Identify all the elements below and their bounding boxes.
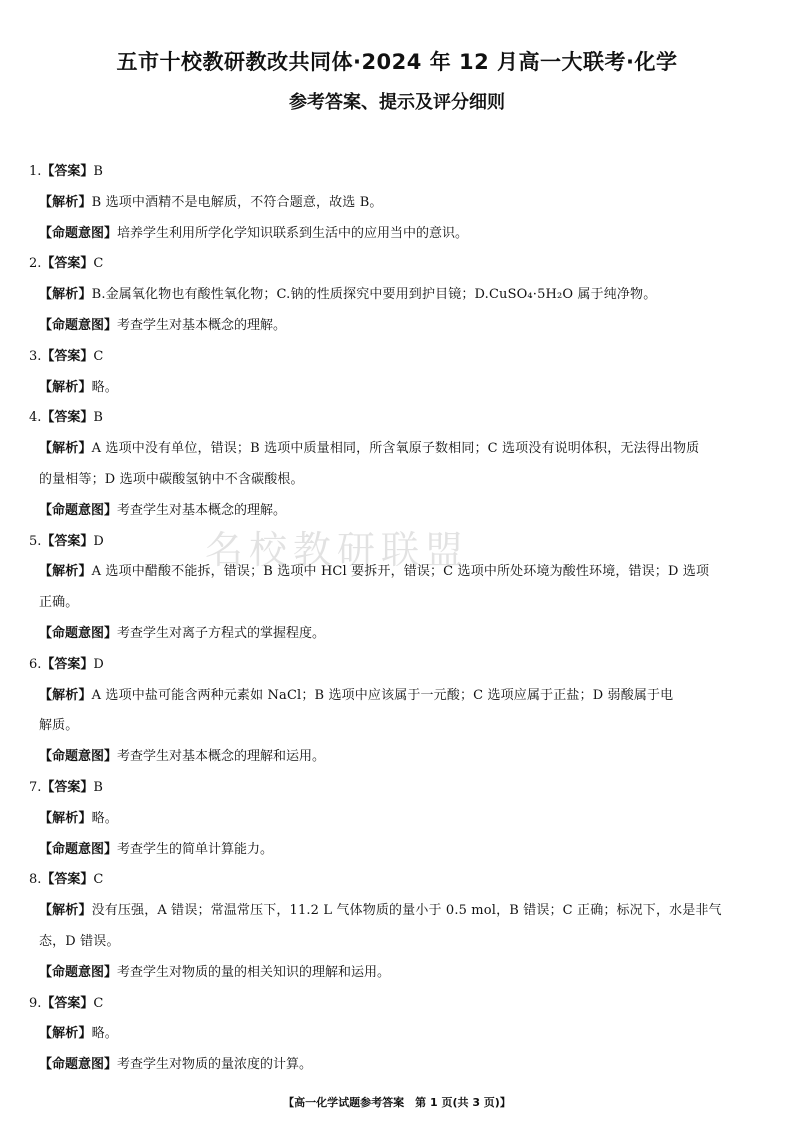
question-answer-line [29, 157, 769, 188]
analysis-text: 略。 [91, 810, 118, 826]
intent-line [29, 835, 769, 866]
question-answer-line [29, 989, 769, 1020]
intent-label: 【命题意图】 [39, 964, 118, 980]
answer-label: 【答案】 [41, 995, 94, 1011]
intent-text: 考查学生对基本概念的理解和运用。 [117, 749, 326, 765]
analysis-continuation [29, 711, 769, 742]
analysis-text: B 选项中酒精不是电解质，不符合题意，故选 B。 [91, 194, 383, 210]
intent-text: 考查学生对离子方程式的掌握程度。 [117, 625, 326, 641]
intent-line [29, 496, 769, 527]
question-number: 1. [29, 164, 42, 179]
analysis-label: 【解析】 [39, 194, 92, 210]
intent-text: 考查学生对基本概念的理解。 [117, 317, 287, 333]
answer-value: B [93, 779, 103, 795]
analysis-line [29, 1019, 769, 1050]
question-number: 7. [29, 779, 42, 795]
analysis-text: A 选项中醋酸不能拆，错误；B 选项中 HCl 要拆开，错误；C 选项中所处环境为酸性环境，错误；D 选项 [91, 564, 710, 580]
answer-value: D [93, 656, 104, 672]
question-answer-line [29, 403, 769, 434]
analysis-label: 【解析】 [39, 810, 92, 826]
analysis-continuation [29, 588, 769, 619]
answer-label: 【答案】 [41, 872, 94, 888]
intent-line [29, 742, 769, 773]
analysis-text: 没有压强，A 错误；常温常压下，11.2 L 气体物质的量小于 0.5 mol，B 错误；C 正确；标况下，水是非气 [91, 903, 722, 919]
intent-label: 【命题意图】 [39, 749, 118, 765]
answer-value: C [93, 256, 104, 272]
analysis-text: 略。 [91, 379, 118, 395]
intent-text: 考查学生对物质的量浓度的计算。 [117, 1057, 313, 1073]
question-number: 9. [29, 995, 42, 1011]
answer-list [29, 157, 769, 1081]
page-title: 五市十校教研教改共同体·2024 年 12 月高一大联考·化学 [116, 50, 678, 74]
intent-text: 考查学生的简单计算能力。 [117, 841, 274, 857]
analysis-label: 【解析】 [39, 1026, 92, 1042]
answer-label: 【答案】 [41, 256, 94, 272]
answer-label: 【答案】 [41, 164, 94, 179]
intent-line [29, 311, 769, 342]
analysis-line [29, 373, 769, 404]
question-answer-line [29, 527, 769, 558]
answer-label: 【答案】 [41, 348, 94, 364]
intent-text: 考查学生对基本概念的理解。 [117, 502, 287, 518]
intent-line [29, 619, 769, 650]
analysis-label: 【解析】 [39, 441, 92, 457]
intent-label: 【命题意图】 [39, 225, 118, 241]
answer-value: C [93, 872, 104, 888]
intent-line [29, 219, 769, 250]
analysis-label: 【解析】 [39, 564, 92, 580]
answer-label: 【答案】 [41, 410, 94, 426]
analysis-line [29, 557, 769, 588]
analysis-line [29, 434, 769, 465]
intent-line [29, 1050, 769, 1081]
question-number: 3. [29, 348, 42, 364]
page-subtitle: 参考答案、提示及评分细则 [289, 92, 505, 113]
intent-label: 【命题意图】 [39, 841, 118, 857]
answer-label: 【答案】 [41, 656, 94, 672]
question-number: 4. [29, 410, 42, 426]
analysis-label: 【解析】 [39, 903, 92, 919]
analysis-label: 【解析】 [39, 379, 92, 395]
page-footer: 【高一化学试题参考答案 第 1 页(共 3 页)】 [283, 1096, 511, 1109]
question-number: 6. [29, 656, 42, 672]
intent-line [29, 958, 769, 989]
intent-label: 【命题意图】 [39, 1057, 118, 1073]
analysis-label: 【解析】 [39, 287, 92, 303]
watermark-text: 名校教研联盟 [205, 528, 470, 572]
analysis-text: B.金属氧化物也有酸性氧化物；C.钠的性质探究中要用到护目镜；D.CuSO₄·5H₂O 属于纯净物。 [91, 287, 657, 303]
analysis-line [29, 188, 769, 219]
analysis-line [29, 681, 769, 712]
answer-value: B [93, 164, 103, 179]
analysis-line [29, 804, 769, 835]
question-number: 2. [29, 256, 42, 272]
analysis-line [29, 896, 769, 927]
analysis-text: 的量相等；D 选项中碳酸氢钠中不含碳酸根。 [39, 471, 304, 487]
analysis-line [29, 280, 769, 311]
question-answer-line [29, 249, 769, 280]
analysis-continuation [29, 927, 769, 958]
intent-text: 培养学生利用所学化学知识联系到生活中的应用当中的意识。 [117, 225, 469, 241]
analysis-text: 解质。 [39, 718, 79, 734]
question-answer-line [29, 865, 769, 896]
answer-value: C [93, 348, 104, 364]
analysis-label: 【解析】 [39, 687, 92, 703]
question-number: 5. [29, 533, 42, 549]
question-answer-line [29, 650, 769, 681]
intent-label: 【命题意图】 [39, 625, 118, 641]
answer-label: 【答案】 [41, 779, 94, 795]
intent-label: 【命题意图】 [39, 502, 118, 518]
intent-label: 【命题意图】 [39, 317, 118, 333]
answer-label: 【答案】 [41, 533, 94, 549]
analysis-text: A 选项中盐可能含两种元素如 NaCl；B 选项中应该属于一元酸；C 选项应属于正盐；D 弱酸属于电 [91, 687, 674, 703]
analysis-text: 态，D 错误。 [39, 933, 120, 949]
question-answer-line [29, 342, 769, 373]
answer-value: C [93, 995, 104, 1011]
answer-value: D [93, 533, 104, 549]
analysis-text: 略。 [91, 1026, 118, 1042]
answer-value: B [93, 410, 103, 426]
question-number: 8. [29, 872, 42, 888]
analysis-text: A 选项中没有单位，错误；B 选项中质量相同，所含氧原子数相同；C 选项没有说明体积，无法得出物质 [91, 441, 700, 457]
intent-text: 考查学生对物质的量的相关知识的理解和运用。 [117, 964, 391, 980]
question-answer-line [29, 773, 769, 804]
analysis-continuation [29, 465, 769, 496]
analysis-text: 正确。 [39, 595, 79, 611]
